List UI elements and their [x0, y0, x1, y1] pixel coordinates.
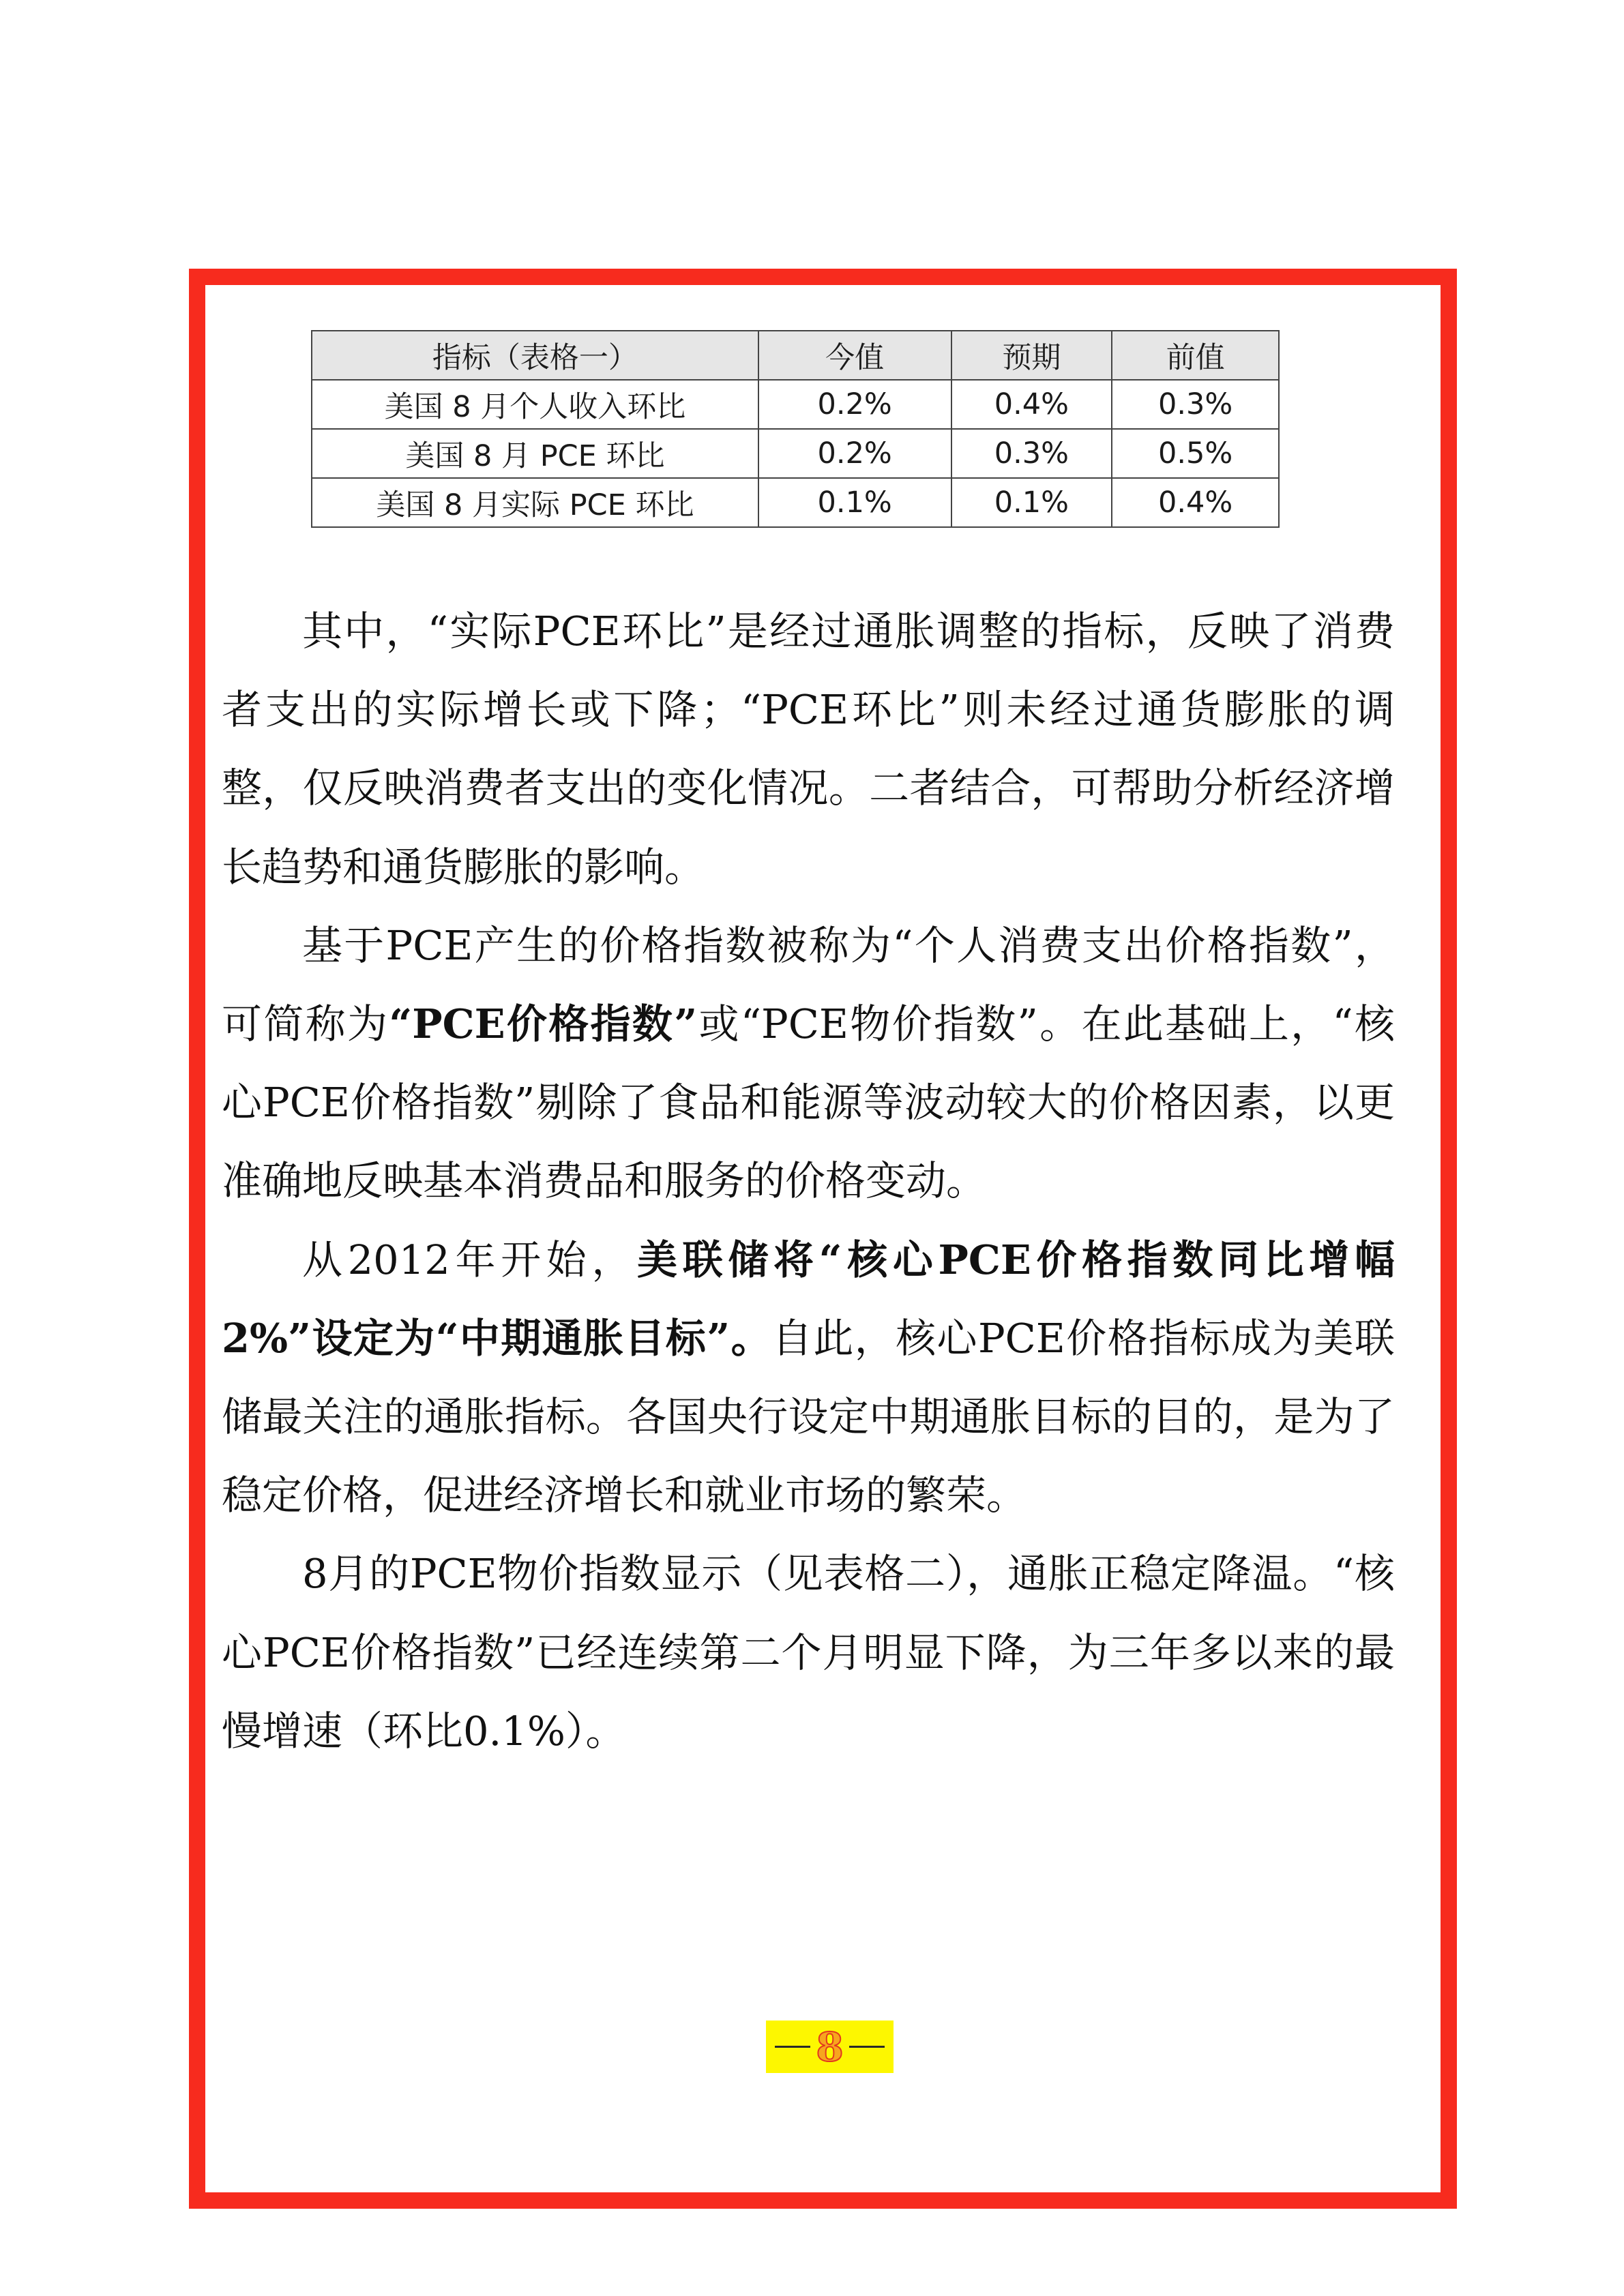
paragraph-august-pce	[222, 1534, 1395, 1770]
indicator-table	[311, 330, 1280, 528]
header-actual: 今值	[758, 331, 951, 380]
table-row	[312, 429, 1279, 478]
cell-forecast: 0.4%	[951, 380, 1112, 429]
page-frame	[189, 269, 1457, 2209]
bold-statement: 美联储将“核心PCE价格指数同比增幅2%”设定为“中期通胀目标”。	[222, 1236, 1395, 1362]
table-header-row	[312, 331, 1279, 380]
paragraph-pce-price-index	[222, 906, 1395, 1221]
dash-left-decoration	[775, 2046, 810, 2048]
paragraph-text: 其中，“实际PCE环比”是经过通胀调整的指标，反映了消费者支出的实际增长或下降；“PCE环比”则未经过通货膨胀的调整，仅反映消费者支出的变化情况。二者结合，可帮助分析经济增长趋势和通货膨胀的影响。	[222, 608, 1395, 891]
cell-actual: 0.2%	[758, 429, 951, 478]
header-indicator: 指标（表格一）	[312, 331, 758, 380]
cell-forecast: 0.1%	[951, 478, 1112, 527]
cell-forecast: 0.3%	[951, 429, 1112, 478]
cell-indicator: 美国 8 月实际 PCE 环比	[312, 478, 758, 527]
paragraph-text: 自此，核心PCE价格指标成为美联储最关注的通胀指标。各国央行设定中期通胀目标的目的，是为了稳定价格，促进经济增长和就业市场的繁荣。	[222, 1314, 1395, 1519]
paragraph-text: 从2012年开始，	[302, 1236, 638, 1283]
paragraph-text: 8月的PCE物价指数显示（见表格二），通胀正稳定降温。“核心PCE价格指数”已经连续第二个月明显下降，为三年多以来的最慢增速（环比0.1%）。	[222, 1550, 1395, 1755]
cell-previous: 0.3%	[1112, 380, 1279, 429]
cell-indicator: 美国 8 月 PCE 环比	[312, 429, 758, 478]
bold-term: “PCE价格指数”	[389, 1000, 698, 1048]
table-row	[312, 478, 1279, 527]
cell-previous: 0.5%	[1112, 429, 1279, 478]
table-row	[312, 380, 1279, 429]
paragraph-text: 或“PCE物价指数”。在此基础上，“核心PCE价格指数”剔除了食品和能源等波动较大的价格因素，以更准确地反映基本消费品和服务的价格变动。	[222, 1000, 1395, 1205]
article-body	[222, 592, 1395, 1770]
dash-right-decoration	[849, 2046, 885, 2048]
header-forecast: 预期	[951, 331, 1112, 380]
paragraph-actual-pce	[222, 592, 1395, 906]
header-previous: 前值	[1112, 331, 1279, 380]
page-number: 8	[816, 2023, 844, 2070]
page-number-badge	[766, 2021, 894, 2073]
cell-actual: 0.1%	[758, 478, 951, 527]
paragraph-text: 基于PCE产生的价格指数被称为“个人消费支出价格指数”，可简称为	[222, 921, 1395, 1048]
cell-previous: 0.4%	[1112, 478, 1279, 527]
paragraph-fed-target	[222, 1221, 1395, 1535]
cell-indicator: 美国 8 月个人收入环比	[312, 380, 758, 429]
cell-actual: 0.2%	[758, 380, 951, 429]
